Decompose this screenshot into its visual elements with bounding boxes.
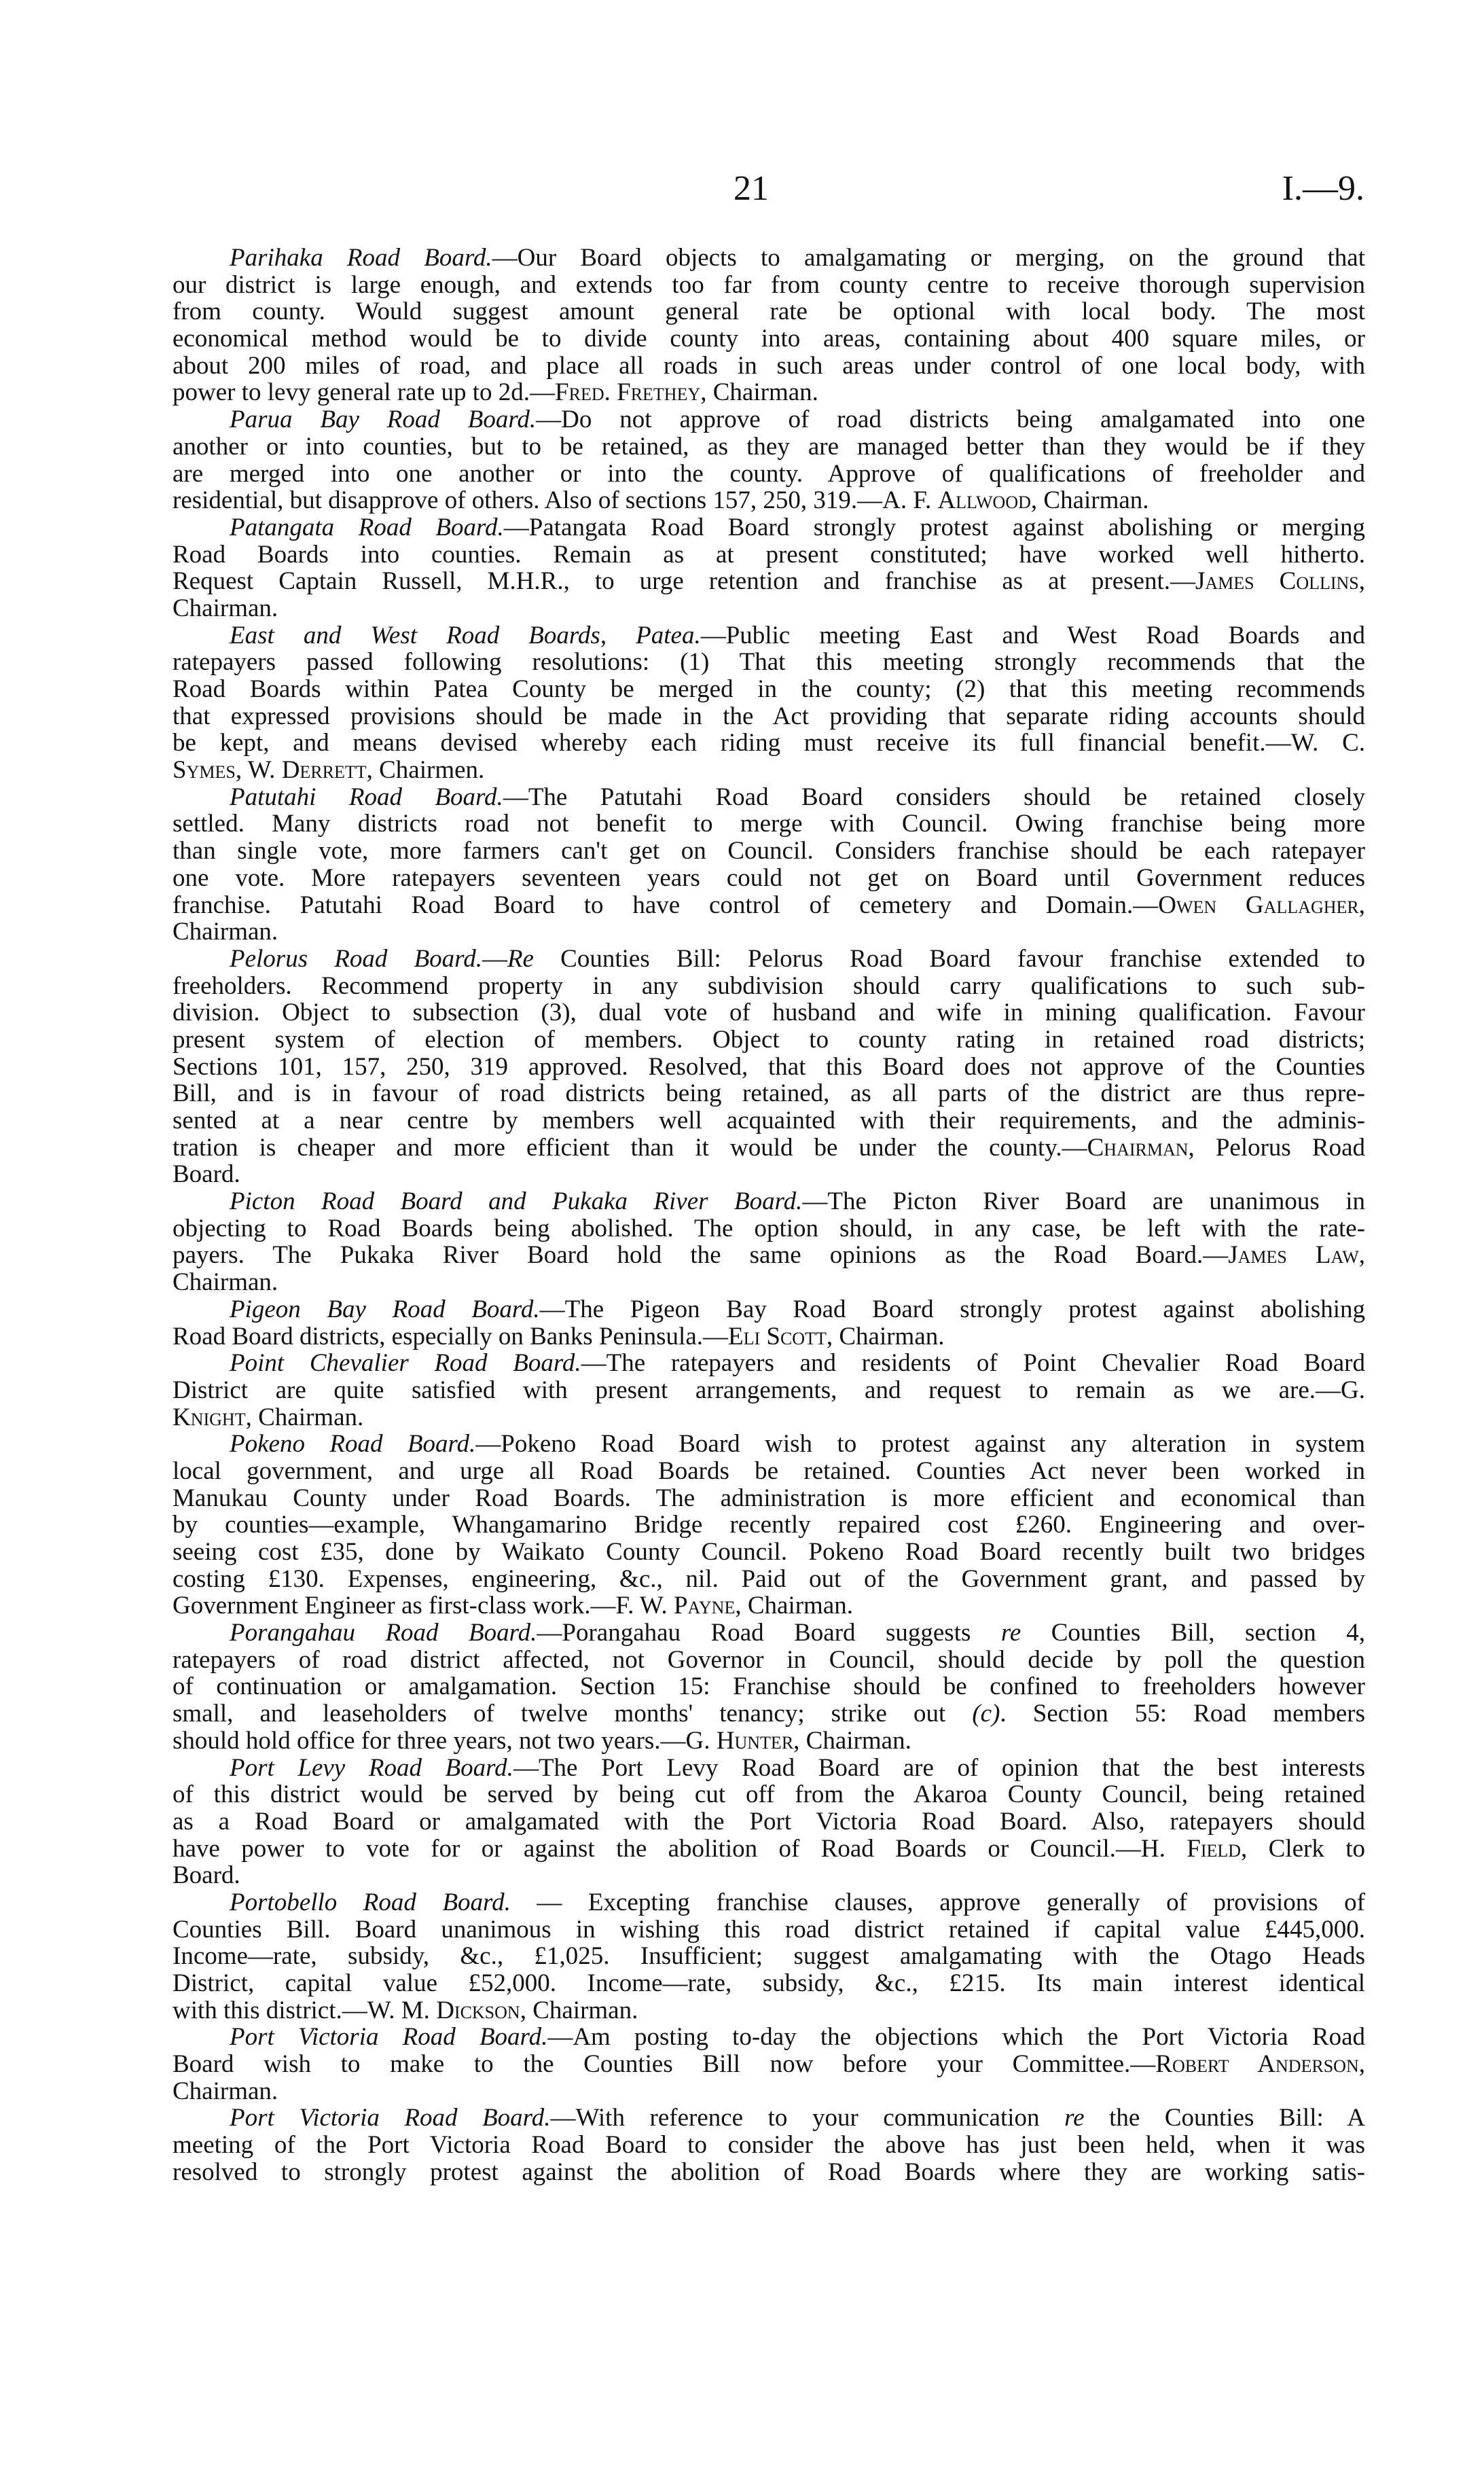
text-run: small, and leaseholders of twelve months' tenancy; strike out — [173, 1700, 973, 1728]
text-run: —The Picton River Board are unanimous in — [802, 1187, 1365, 1216]
board-name-heading: Point Chevalier Road Board. — [230, 1349, 581, 1378]
text-line — [173, 461, 1365, 488]
text-line — [173, 298, 1365, 325]
signatory-name: James Collins — [1195, 567, 1359, 596]
paragraph — [173, 1350, 1365, 1431]
signatory-name: Symes — [173, 756, 236, 785]
text-run: Counties Bill, section 4, — [1021, 1619, 1365, 1647]
text-line — [173, 999, 1365, 1026]
italic-text: Re — [507, 944, 534, 973]
text-run: , Chairman. — [735, 1592, 853, 1620]
text-run: than single vote, more farmers can't get on Council. Considers franchise should be each ratepayer — [173, 837, 1365, 865]
text-run: from county. Would suggest amount general rate be optional with local body. The most — [173, 298, 1365, 326]
board-name-heading: Porangahau Road Board. — [230, 1619, 537, 1647]
text-run: , — [1358, 1241, 1365, 1270]
text-run: —Pokeno Road Board wish to protest against any alteration in system — [475, 1430, 1365, 1459]
text-run: have power to vote for or against the abolition of Road Boards or Council.—H. — [173, 1834, 1187, 1863]
text-line — [173, 1862, 1365, 1889]
text-line — [173, 245, 1365, 272]
document-reference: I.—9. — [1282, 169, 1364, 208]
board-name-heading: Port Victoria Road Board. — [230, 2023, 548, 2052]
text-line — [173, 865, 1365, 892]
text-run: Bill, and is in favour of road districts being retained, as all parts of the district are thus repre- — [173, 1079, 1365, 1108]
paragraph — [173, 622, 1365, 784]
text-run: residential, but disapprove of others. Also of sections 157, 250, 319.—A. F. — [173, 486, 938, 515]
board-name-heading: Pokeno Road Board. — [230, 1430, 476, 1459]
text-line — [173, 2159, 1365, 2186]
paragraph — [173, 406, 1365, 514]
paragraph — [173, 2105, 1365, 2185]
text-run: resolved to strongly protest against the abolition of Road Boards where they are working satis- — [173, 2158, 1365, 2186]
text-line — [173, 379, 1365, 406]
text-line — [173, 1889, 1365, 1916]
text-run: Chairman. — [173, 594, 278, 622]
text-run: should hold office for three years, not two years.—G. — [173, 1726, 717, 1755]
text-run: — — [482, 944, 507, 973]
text-run: objecting to Road Boards being abolished. The option should, in any case, be left with the rate- — [173, 1214, 1365, 1242]
text-run: , — [1358, 891, 1365, 919]
text-line — [173, 918, 1365, 946]
signatory-name: Field — [1187, 1834, 1242, 1863]
text-run: freeholders. Recommend property in any subdivision should carry qualifications to such sub- — [173, 971, 1365, 1000]
text-run: Chairman. — [173, 918, 278, 946]
text-line — [173, 1269, 1365, 1296]
text-line — [173, 1647, 1365, 1674]
signatory-name: James Law — [1228, 1241, 1359, 1270]
board-name-heading: Portobello Road Board. — [230, 1888, 511, 1916]
text-line — [173, 1943, 1365, 1970]
signatory-name: Allwood — [937, 486, 1031, 515]
document-body — [173, 245, 1365, 2186]
text-line — [173, 595, 1365, 622]
paragraph — [173, 1188, 1365, 1296]
text-line — [173, 1836, 1365, 1863]
text-run: . Section 55: Road members — [1000, 1700, 1365, 1728]
text-run: Chairman. — [173, 2077, 278, 2105]
text-run: of continuation or amalgamation. Section 15: Franchise should be confined to freeholders however — [173, 1672, 1365, 1701]
text-line — [173, 325, 1365, 353]
text-run: —Porangahau Road Board suggests — [537, 1619, 1001, 1647]
text-line — [173, 810, 1365, 838]
text-line — [173, 1026, 1365, 1054]
text-line — [173, 1296, 1365, 1323]
text-run: District, capital value £52,000. Income—rate, subsidy, &c., £215. Its main interest identical — [173, 1969, 1365, 1997]
text-line — [173, 353, 1365, 380]
text-run: —The Patutahi Road Board considers should be retained closely — [503, 783, 1365, 811]
paragraph — [173, 946, 1365, 1188]
board-name-heading: Picton Road Board and Pukaka River Board. — [230, 1187, 803, 1216]
paragraph — [173, 784, 1365, 946]
text-run: one vote. More ratepayers seventeen years could not get on Board until Government reduces — [173, 863, 1365, 892]
text-run: the Counties Bill: A — [1084, 2104, 1365, 2132]
text-line — [173, 1215, 1365, 1242]
text-line — [173, 1700, 1365, 1728]
text-run: Board. — [173, 1861, 240, 1890]
text-line — [173, 1620, 1365, 1647]
paragraph — [173, 1431, 1365, 1620]
text-run: Counties Bill: Pelorus Road Board favour franchise extended to — [533, 944, 1365, 973]
text-run: Income—rate, subsidy, &c., £1,025. Insufficient; suggest amalgamating with the Otago Heads — [173, 1942, 1365, 1971]
italic-text: (c) — [972, 1700, 1000, 1728]
text-line — [173, 1404, 1365, 1431]
signatory-name: Owen Gallagher — [1158, 891, 1359, 919]
page-number: 21 — [734, 169, 769, 208]
text-run: —Do not approve of road districts being amalgamated into one — [536, 406, 1365, 434]
text-run: Request Captain Russell, M.H.R., to urge retention and franchise as at present.— — [173, 567, 1195, 596]
text-run: are merged into one another or into the county. Approve of qualifications of freeholder and — [173, 459, 1365, 488]
text-run: of this district would be served by being cut off from the Akaroa County Council, being retained — [173, 1781, 1365, 1809]
text-run: , Pelorus Road — [1188, 1133, 1365, 1162]
text-line — [173, 730, 1365, 757]
text-run: meeting of the Port Victoria Road Board to consider the above has just been held, when it was — [173, 2131, 1365, 2160]
text-run: —Public meeting East and West Road Boards and — [700, 621, 1365, 649]
board-name-heading: Pigeon Bay Road Board. — [230, 1295, 540, 1323]
text-line — [173, 1539, 1365, 1566]
text-line — [173, 487, 1365, 514]
signatory-name: Fred. Frethey — [555, 378, 701, 407]
text-run: local government, and urge all Road Boards be retained. Counties Act never been worked in — [173, 1456, 1365, 1485]
text-line — [173, 2132, 1365, 2159]
paragraph — [173, 245, 1365, 406]
board-name-heading: Parihaka Road Board. — [230, 244, 492, 272]
text-line — [173, 1188, 1365, 1215]
text-line — [173, 1377, 1365, 1404]
text-line — [173, 676, 1365, 703]
text-line — [173, 1673, 1365, 1700]
text-line — [173, 2078, 1365, 2105]
text-run: , Chairman. — [793, 1726, 911, 1755]
text-line — [173, 406, 1365, 433]
text-line — [173, 272, 1365, 299]
text-run: , Chairman. — [700, 378, 818, 407]
text-line — [173, 892, 1365, 919]
text-run: sented at a near centre by members well acquainted with their requirements, and the adminis- — [173, 1107, 1365, 1134]
text-run: , — [1358, 2050, 1365, 2079]
signatory-name: Dickson — [436, 1996, 520, 2024]
text-line — [173, 1080, 1365, 1107]
board-name-heading: Patangata Road Board. — [230, 513, 504, 541]
text-line — [173, 1511, 1365, 1539]
text-line — [173, 622, 1365, 649]
italic-text: re — [1064, 2104, 1085, 2132]
text-run: settled. Many districts road not benefit to merge with Council. Owing franchise being more — [173, 810, 1365, 838]
text-run: Road Boards within Patea County be merged in the county; (2) that this meeting recommends — [173, 675, 1365, 703]
italic-text: re — [1000, 1619, 1021, 1647]
signatory-name: Robert Anderson — [1155, 2050, 1359, 2079]
text-run: power to levy general rate up to 2d.— — [173, 378, 556, 407]
text-run: —The Port Levy Road Board are of opinion that the best interests — [513, 1753, 1366, 1782]
text-run: , — [1358, 567, 1366, 596]
text-run: District are quite satisfied with present arrangements, and request to remain as we are.—G. — [173, 1376, 1365, 1404]
signatory-name: Derrett — [281, 756, 367, 785]
text-line — [173, 1755, 1365, 1782]
signatory-name: Hunter — [716, 1726, 794, 1755]
text-line — [173, 946, 1365, 973]
text-line — [173, 1458, 1365, 1485]
text-run: with this district.—W. M. — [173, 1996, 437, 2024]
text-run: division. Object to subsection (3), dual vote of husband and wife in mining qualification. Favour — [173, 999, 1365, 1027]
text-line — [173, 1161, 1365, 1188]
text-line — [173, 1970, 1365, 1997]
text-line — [173, 1808, 1365, 1836]
text-run: Manukau County under Road Boards. The administration is more efficient and economical than — [173, 1484, 1365, 1512]
text-line — [173, 757, 1365, 784]
text-run: be kept, and means devised whereby each riding must receive its full financial benefit.—W. C. — [173, 729, 1365, 757]
text-run: Counties Bill. Board unanimous in wishing this road district retained if capital value £445,000. — [173, 1915, 1365, 1944]
text-line — [173, 1350, 1365, 1377]
text-line — [173, 2105, 1365, 2132]
text-run: Government Engineer as first-class work.—F. W. — [173, 1592, 674, 1620]
text-line — [173, 1997, 1365, 2024]
text-run: Sections 101, 157, 250, 319 approved. Resolved, that this Board does not approve of the Counties — [173, 1052, 1365, 1081]
signatory-name: Eli Scott — [728, 1322, 827, 1350]
text-run: —Our Board objects to amalgamating or merging, on the ground that — [492, 244, 1365, 272]
text-run: Road Boards into counties. Remain as at present constituted; have worked well hitherto. — [173, 540, 1365, 569]
text-line — [173, 784, 1365, 811]
text-run: payers. The Pukaka River Board hold the same opinions as the Road Board.— — [173, 1241, 1229, 1270]
text-line — [173, 649, 1365, 676]
text-run: franchise. Patutahi Road Board to have control of cemetery and Domain.— — [173, 891, 1159, 919]
text-run: , Chairman. — [520, 1996, 638, 2024]
text-run: — Excepting franchise clauses, approve generally of provisions of — [510, 1888, 1365, 1916]
signatory-name: Knight — [173, 1403, 246, 1431]
text-line — [173, 568, 1365, 595]
text-line — [173, 973, 1365, 1000]
text-run: tration is cheaper and more efficient than it would be under the county.— — [173, 1133, 1087, 1162]
text-run: , Chairman. — [826, 1322, 945, 1350]
text-line — [173, 2024, 1365, 2051]
text-run: economical method would be to divide county into areas, containing about 400 square miles, or — [173, 325, 1365, 353]
board-name-heading: Pelorus Road Board. — [230, 944, 482, 973]
signatory-name: Chairman — [1087, 1133, 1189, 1162]
text-run: present system of election of members. Object to county rating in retained road districts; — [173, 1025, 1365, 1054]
board-name-heading: East and West Road Boards, Patea. — [230, 621, 701, 649]
text-run: Board wish to make to the Counties Bill now before your Committee.— — [173, 2050, 1156, 2079]
text-run: seeing cost £35, done by Waikato County Council. Pokeno Road Board recently built two bridges — [173, 1538, 1365, 1566]
text-line — [173, 1728, 1365, 1755]
paragraph — [173, 1889, 1365, 2024]
text-run: ratepayers passed following resolutions: (1) That this meeting strongly recommends that the — [173, 648, 1365, 677]
paragraph — [173, 1620, 1365, 1754]
text-run: our district is large enough, and extends too far from county centre to receive thorough supervision — [173, 270, 1365, 299]
text-run: —The Pigeon Bay Road Board strongly protest against abolishing — [539, 1295, 1365, 1323]
text-line — [173, 703, 1365, 730]
text-line — [173, 838, 1365, 865]
text-run: Board. — [173, 1160, 240, 1189]
text-run: as a Road Board or amalgamated with the Port Victoria Road Board. Also, ratepayers should — [173, 1807, 1365, 1836]
text-line — [173, 1242, 1365, 1269]
text-run: costing £130. Expenses, engineering, &c., nil. Paid out of the Government grant, and passed by — [173, 1564, 1365, 1593]
paragraph — [173, 514, 1365, 622]
text-run: Road Board districts, especially on Banks Peninsula.— — [173, 1322, 728, 1350]
text-run: about 200 miles of road, and place all roads in such areas under control of one local body, with — [173, 351, 1365, 380]
paragraph — [173, 2024, 1365, 2105]
text-run: another or into counties, but to be retained, as they are managed better than they would be if they — [173, 432, 1365, 461]
text-line — [173, 514, 1365, 541]
paragraph — [173, 1296, 1365, 1350]
text-run: ratepayers of road district affected, not Governor in Council, should decide by poll the question — [173, 1645, 1365, 1674]
text-run: —Am posting to-day the objections which the Port Victoria Road — [547, 2023, 1365, 2052]
text-run: —With reference to your communication — [550, 2104, 1065, 2132]
text-line — [173, 1107, 1365, 1134]
text-line — [173, 1916, 1365, 1944]
text-run: , W. — [235, 756, 282, 785]
text-line — [173, 1054, 1365, 1081]
text-line — [173, 1592, 1365, 1620]
text-line — [173, 1566, 1365, 1593]
board-name-heading: Parua Bay Road Board. — [230, 406, 537, 434]
text-run: Chairman. — [173, 1268, 278, 1297]
text-line — [173, 1485, 1365, 1512]
text-line — [173, 1134, 1365, 1162]
text-run: , Clerk to — [1241, 1834, 1365, 1863]
text-line — [173, 2051, 1365, 2078]
text-run: that expressed provisions should be made in the Act providing that separate riding accounts should — [173, 702, 1365, 730]
text-run: —The ratepayers and residents of Point Chevalier Road Board — [581, 1349, 1365, 1378]
text-line — [173, 541, 1365, 569]
text-run: by counties—example, Whangamarino Bridge recently repaired cost £260. Engineering and over- — [173, 1511, 1365, 1539]
text-run: , Chairman. — [1030, 486, 1149, 515]
text-run: —Patangata Road Board strongly protest against abolishing or merging — [503, 513, 1365, 541]
text-run: , Chairmen. — [366, 756, 485, 785]
board-name-heading: Patutahi Road Board. — [230, 783, 503, 811]
board-name-heading: Port Levy Road Board. — [230, 1753, 513, 1782]
text-line — [173, 1781, 1365, 1808]
text-line — [173, 433, 1365, 461]
board-name-heading: Port Victoria Road Board. — [230, 2104, 551, 2132]
text-line — [173, 1431, 1365, 1458]
signatory-name: Payne — [673, 1592, 736, 1620]
text-run: , Chairman. — [245, 1403, 364, 1431]
paragraph — [173, 1755, 1365, 1889]
text-line — [173, 1323, 1365, 1350]
